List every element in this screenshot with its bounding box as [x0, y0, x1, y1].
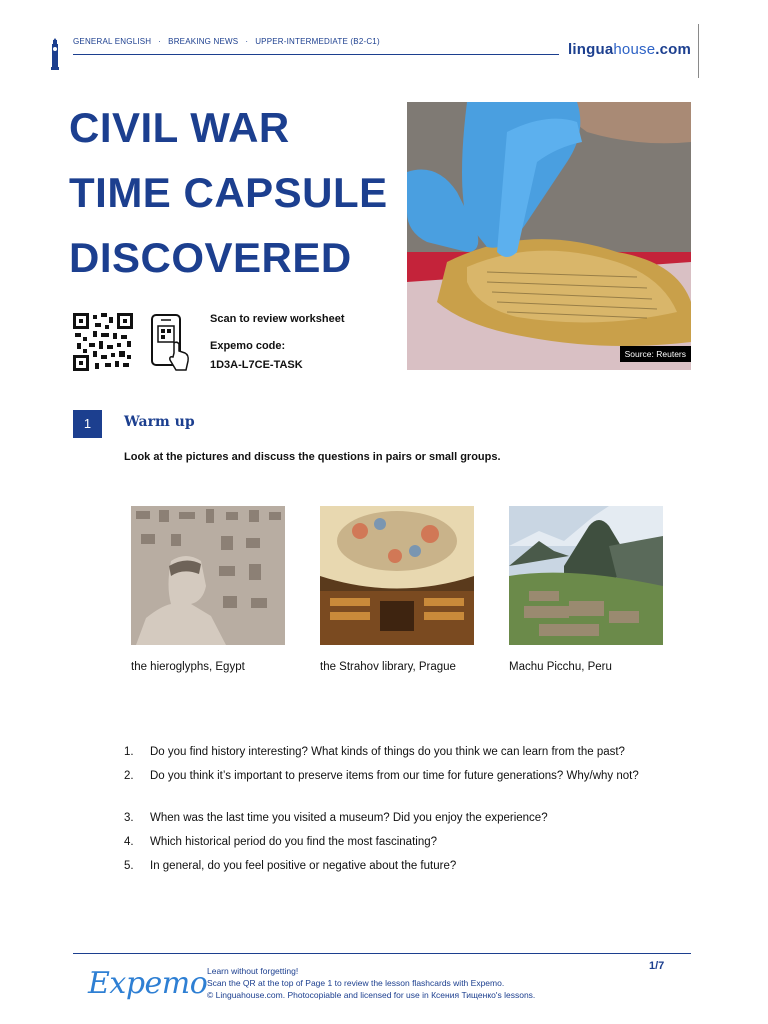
- machu-picchu-image: [509, 506, 663, 645]
- section-number-badge: 1: [73, 410, 102, 438]
- strahov-library-image: [320, 506, 474, 645]
- big-ben-icon: [50, 38, 60, 70]
- breadcrumb-category[interactable]: GENERAL ENGLISH: [73, 37, 152, 46]
- breadcrumb-series[interactable]: BREAKING NEWS: [168, 37, 239, 46]
- section-instructions: Look at the pictures and discuss the questions in pairs or small groups.: [124, 451, 501, 463]
- scan-instruction: Scan to review worksheet: [210, 313, 345, 325]
- linguahouse-logo[interactable]: linguahouse.com: [568, 41, 692, 58]
- gloved-hands-newspaper-image: [407, 102, 691, 370]
- hieroglyphs-caption: the hieroglyphs, Egypt: [131, 661, 245, 673]
- footer-divider: [73, 953, 691, 954]
- breadcrumb-level[interactable]: UPPER-INTERMEDIATE (B2-C1): [255, 37, 380, 46]
- qr-code-icon[interactable]: [73, 313, 133, 371]
- expemo-logo[interactable]: Expemo: [88, 966, 208, 1001]
- footer-copyright: © Linguahouse.com. Photocopiable and licensed for use in Ксения Тищенко's lessons.: [207, 990, 536, 1000]
- phone-scan-icon: [150, 313, 192, 371]
- title-line-2: TIME CAPSULE: [69, 169, 388, 216]
- footer-text: [207, 965, 535, 1001]
- header-vertical-divider: [698, 24, 699, 78]
- breadcrumb: GENERAL ENGLISH · BREAKING NEWS · UPPER-INTERMEDIATE (B2-C1): [73, 37, 380, 46]
- footer-tagline: Learn without forgetting!: [207, 966, 299, 976]
- expemo-code-value: 1D3A-L7CE-TASK: [210, 359, 303, 371]
- page-number: 1/7: [649, 960, 665, 972]
- title-line-1: CIVIL WAR: [69, 104, 290, 151]
- photo-source-caption: Source: Reuters: [620, 346, 691, 362]
- title-line-3: DISCOVERED: [69, 234, 352, 281]
- strahov-library-caption: the Strahov library, Prague: [320, 661, 456, 673]
- section-title: Warm up: [124, 414, 195, 430]
- hero-photo: [407, 102, 691, 370]
- footer-scan-instruction: Scan the QR at the top of Page 1 to review the lesson flashcards with Expemo.: [207, 978, 505, 988]
- header-divider: [73, 54, 559, 55]
- page-title: [69, 95, 409, 290]
- expemo-code-label: Expemo code:: [210, 340, 286, 352]
- machu-picchu-caption: Machu Picchu, Peru: [509, 661, 612, 673]
- hieroglyphs-image: [131, 506, 285, 645]
